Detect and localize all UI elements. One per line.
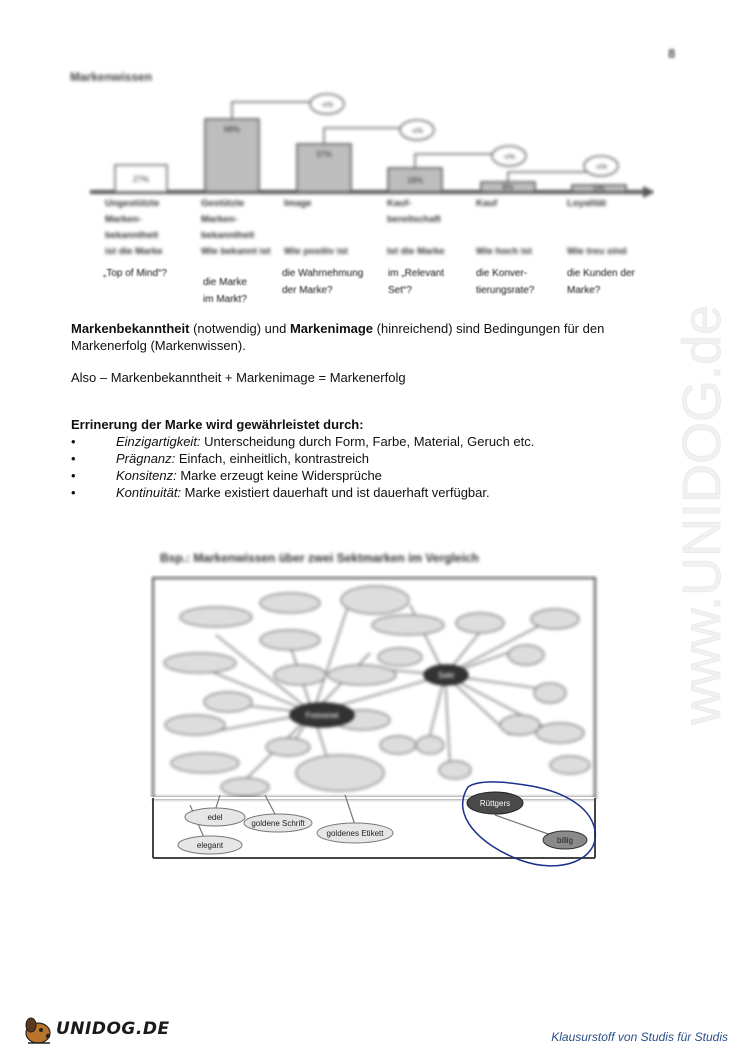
- stage-question-3: die Wahrnehmung der Marke?: [282, 268, 364, 296]
- stage-question-1: „Top of Mind“?: [103, 268, 167, 279]
- stage-label-3: Image Wie positiv ist: [284, 198, 348, 257]
- stage-question-5: die Konver- tierungsrate?: [476, 268, 535, 296]
- logo-text: UNIDOG.DE: [56, 1019, 170, 1039]
- diagram-title: Bsp.: Markenwissen über zwei Sektmarken im Vergleich: [160, 551, 479, 565]
- list-item-text: Unterscheidung durch Form, Farbe, Material, Geruch etc.: [200, 434, 535, 449]
- bar-value-2: 68%: [223, 125, 241, 134]
- paragraph1-text-1: (notwendig) und: [189, 321, 290, 336]
- list-item-term: Kontinuität:: [116, 485, 182, 500]
- brand-label-sekt: Sekt: [437, 671, 455, 680]
- stage-question-2: die Marke im Markt?: [203, 277, 247, 305]
- node-label-goldene-schrift: goldene Schrift: [251, 819, 305, 828]
- stage-question-4: im „Relevant Set“?: [388, 268, 445, 296]
- bar-value-4: 18%: [406, 176, 424, 185]
- bar-value-6: 5%: [593, 184, 605, 193]
- brand-label-freixenet: Freixenet: [305, 711, 339, 720]
- node-label-goldenes-etikett: goldenes Etikett: [326, 829, 384, 838]
- paragraph-formula: Also – Markenbekanntheit + Markenimage = Markenerfolg: [71, 370, 406, 385]
- dog-mascot-icon: [26, 1018, 50, 1043]
- watermark-text: www.UNIDOG.de: [672, 304, 732, 725]
- section-title: Markenwissen: [70, 70, 153, 84]
- node-label-edel: edel: [207, 813, 223, 822]
- node-label-ruettgers: Rüttgers: [479, 799, 511, 808]
- stage-label-2: Gestützte Marken- bekanntheit Wie bekannt ist: [201, 198, 271, 257]
- conversion-label-2: -x%: [410, 128, 424, 135]
- watermark: [640, 280, 750, 740]
- footer-tagline: Klausurstoff von Studis für Studis: [551, 1030, 728, 1044]
- node-label-billig: billig: [556, 836, 574, 845]
- bullet: •: [71, 468, 76, 483]
- bar-value-5: 8%: [502, 183, 514, 192]
- conversion-label-4: -x%: [594, 164, 608, 171]
- page-number: 8: [668, 46, 676, 61]
- term-brand-image: Markenimage: [289, 321, 374, 336]
- bar-value-1: 27%: [132, 175, 150, 184]
- bar-value-3: 37%: [315, 150, 333, 159]
- list-item-term: Einzigartigkeit:: [116, 434, 201, 449]
- paragraph-brand-success: [71, 320, 641, 354]
- recall-heading: Errinerung der Marke wird gewährleistet durch:: [71, 417, 364, 432]
- list-item-text: Marke existiert dauerhaft und ist dauerhaft verfügbar.: [181, 485, 490, 500]
- list-item-text: Marke erzeugt keine Widersprüche: [176, 468, 382, 483]
- stage-label-5: Kauf Wie hoch ist: [476, 198, 532, 257]
- term-brand-awareness: Markenbekanntheit: [71, 321, 190, 336]
- paragraph1-text-2: (hinreichend) sind Bedingungen für den: [373, 321, 605, 336]
- bullet: •: [71, 451, 76, 466]
- stage-label-1: Ungestützte Marken- bekanntheit ist die Marke: [105, 198, 163, 257]
- list-item-text: Einfach, einheitlich, kontrastreich: [175, 451, 369, 466]
- node-label-elegant: elegant: [196, 841, 224, 850]
- list-item-term: Prägnanz:: [116, 451, 176, 466]
- brand-association-diagram: [150, 575, 605, 870]
- list-item-term: Konsitenz:: [116, 468, 177, 483]
- bullet: •: [71, 434, 76, 449]
- paragraph1-line-2: Markenerfolg (Markenwissen).: [71, 338, 246, 353]
- stage-label-4: Kauf- bereitschaft Ist die Marke: [387, 198, 445, 257]
- stage-question-6: die Kunden der Marke?: [567, 268, 635, 296]
- conversion-label-3: -x%: [502, 154, 516, 161]
- conversion-label-1: -x%: [320, 102, 334, 109]
- bullet: •: [71, 485, 76, 500]
- stage-label-6: Loyalität Wie treu sind: [567, 198, 627, 257]
